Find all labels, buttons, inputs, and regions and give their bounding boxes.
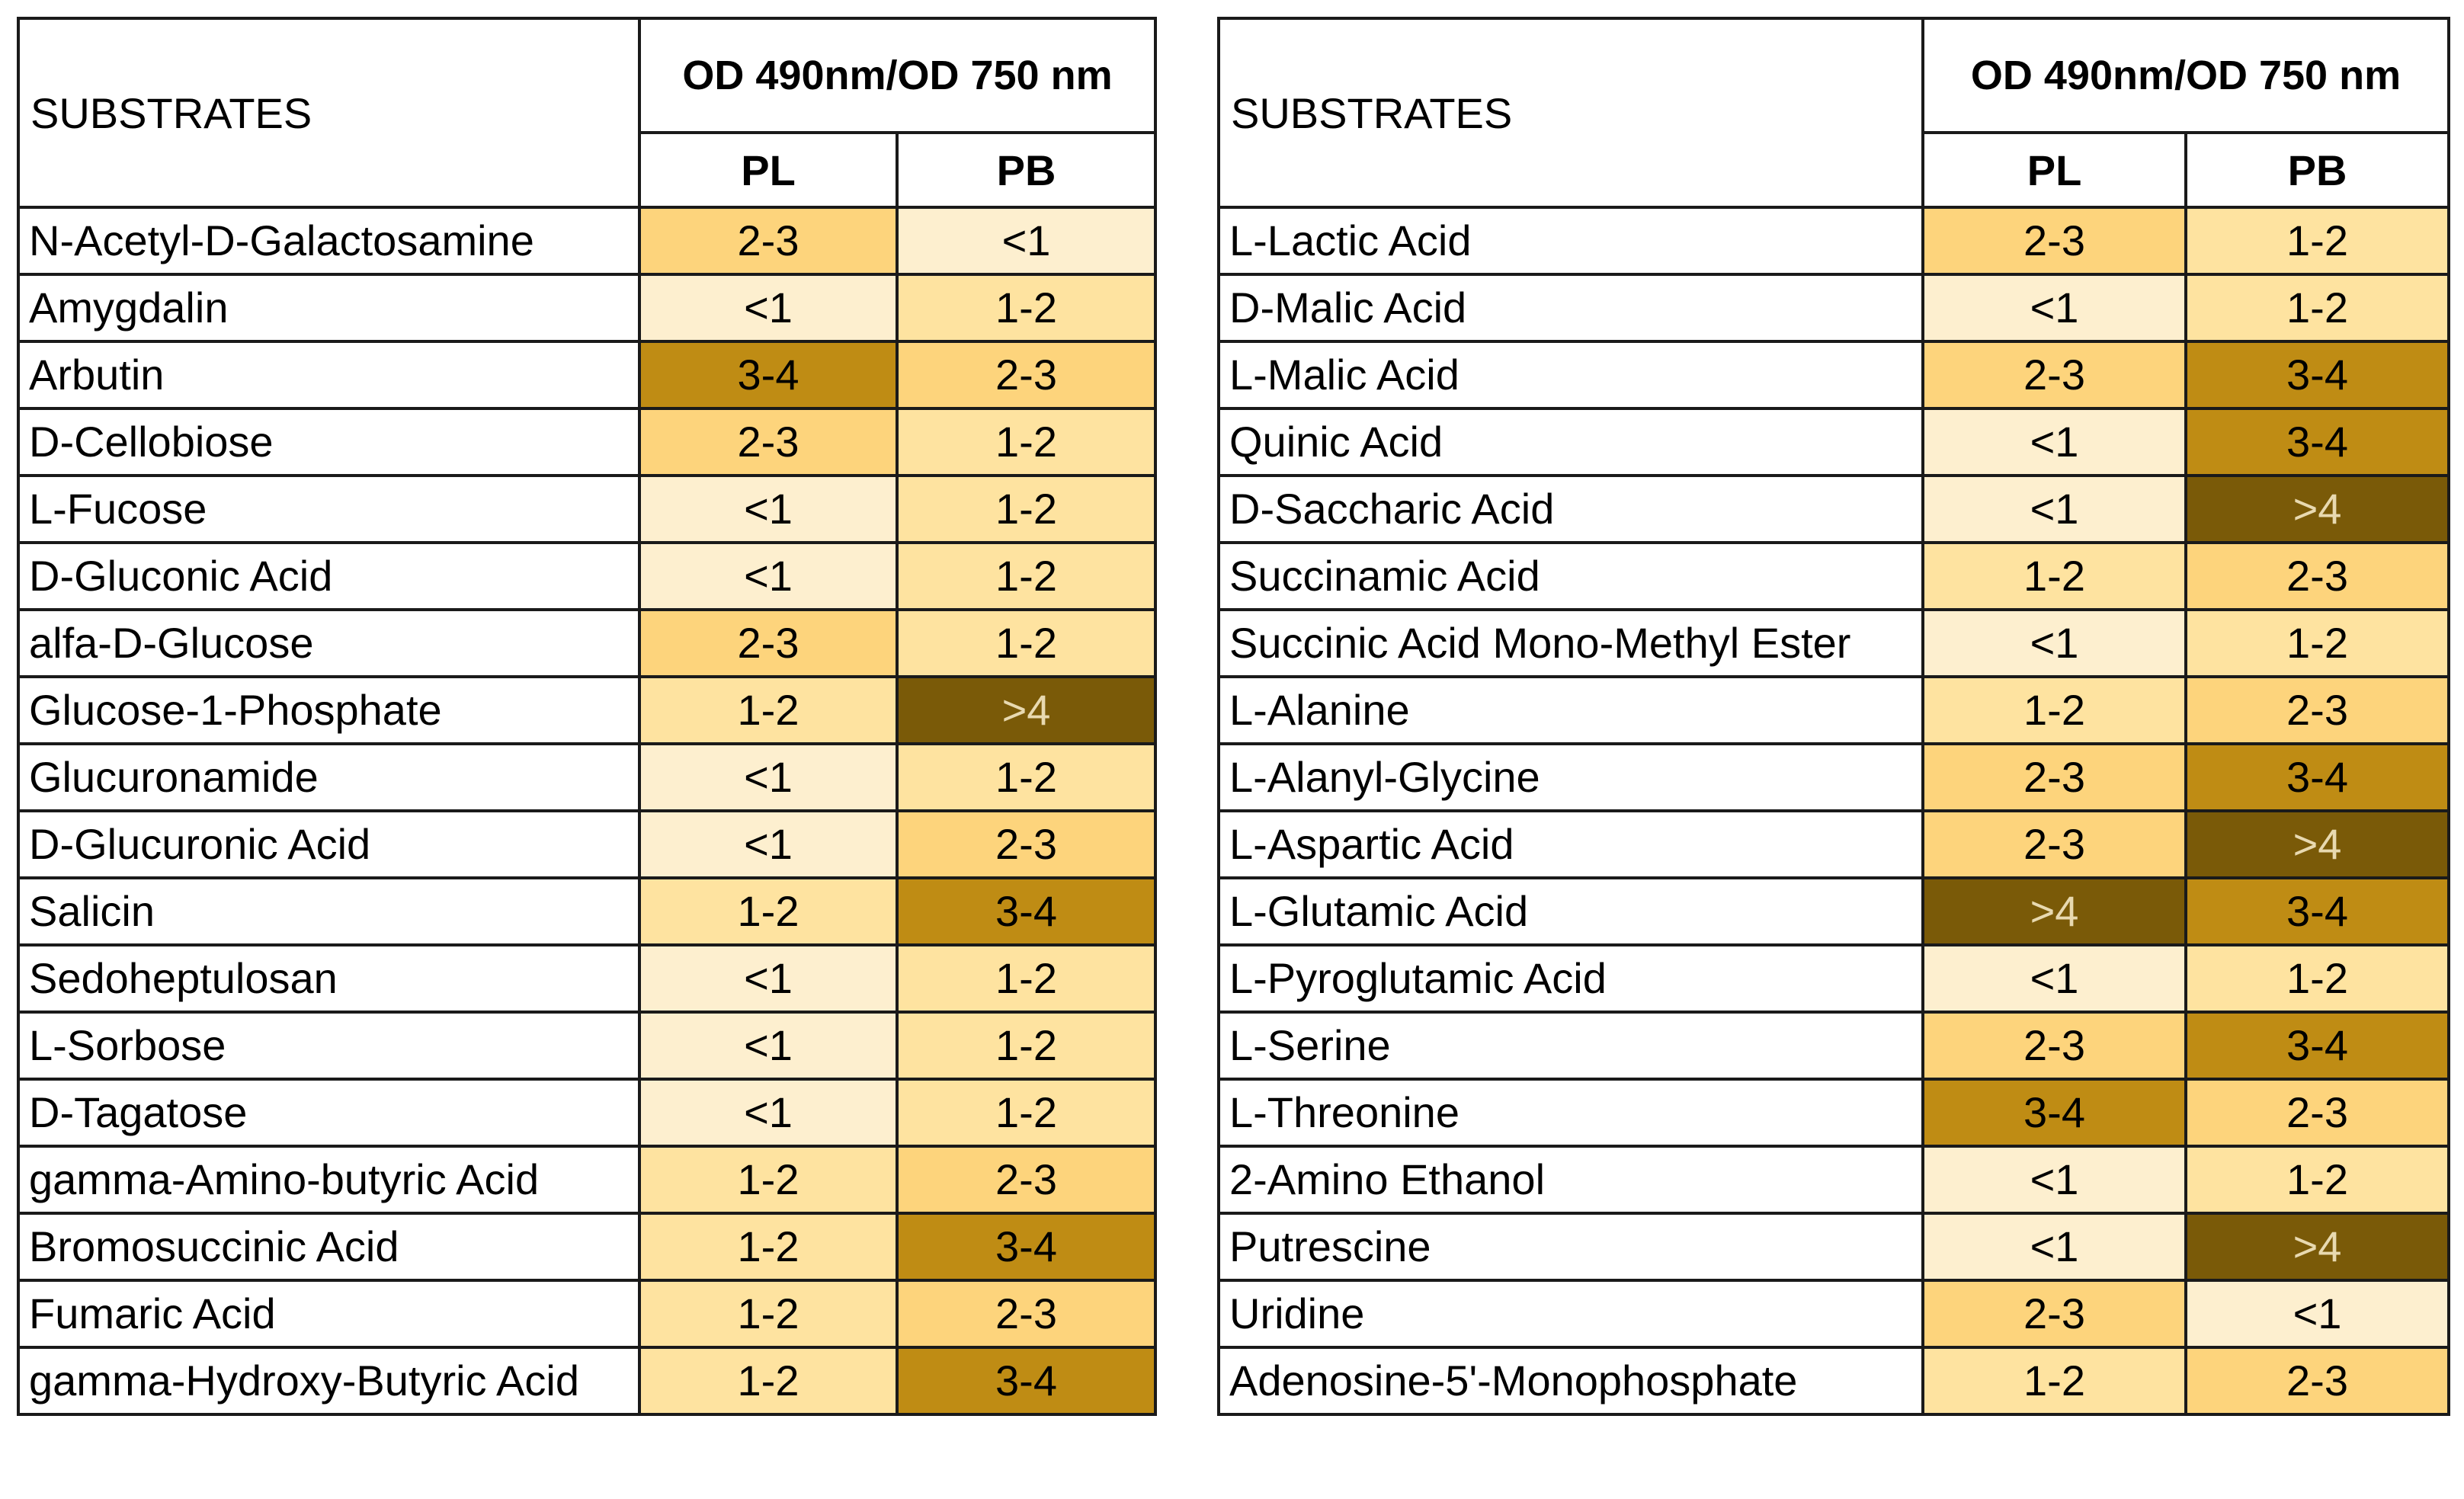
pb-value: 3-4 bbox=[897, 1347, 1155, 1414]
pb-value: 1-2 bbox=[897, 1079, 1155, 1146]
pb-value: 3-4 bbox=[2186, 1012, 2449, 1079]
table-row bbox=[18, 1012, 1155, 1079]
pl-value: <1 bbox=[1923, 1213, 2186, 1280]
pl-value: <1 bbox=[639, 1012, 897, 1079]
pb-value: 3-4 bbox=[897, 1213, 1155, 1280]
pl-value: <1 bbox=[639, 945, 897, 1012]
table-row bbox=[1219, 1079, 2449, 1146]
pb-value: 2-3 bbox=[2186, 1347, 2449, 1414]
pl-value: <1 bbox=[639, 543, 897, 610]
pb-column-header: PB bbox=[897, 133, 1155, 207]
substrate-name: Putrescine bbox=[1219, 1213, 1923, 1280]
pl-value: 1-2 bbox=[639, 677, 897, 744]
pl-value: 1-2 bbox=[1923, 1347, 2186, 1414]
pb-value: 2-3 bbox=[2186, 1079, 2449, 1146]
substrate-name: Uridine bbox=[1219, 1280, 1923, 1347]
pl-value: 2-3 bbox=[639, 408, 897, 476]
pl-value: 2-3 bbox=[1923, 1280, 2186, 1347]
pb-value: 1-2 bbox=[2186, 945, 2449, 1012]
substrate-name: Glucuronamide bbox=[18, 744, 639, 811]
table-row bbox=[1219, 610, 2449, 677]
pb-value: 1-2 bbox=[897, 1012, 1155, 1079]
table-row bbox=[1219, 408, 2449, 476]
substrate-name: Amygdalin bbox=[18, 274, 639, 341]
table-row bbox=[18, 274, 1155, 341]
substrate-table-left bbox=[17, 17, 1157, 1416]
table-row bbox=[18, 341, 1155, 408]
pl-value: 2-3 bbox=[1923, 341, 2186, 408]
table-row bbox=[18, 1079, 1155, 1146]
pl-value: <1 bbox=[1923, 1146, 2186, 1213]
table-row bbox=[1219, 543, 2449, 610]
pb-value: 1-2 bbox=[2186, 274, 2449, 341]
substrate-name: D-Gluconic Acid bbox=[18, 543, 639, 610]
substrate-name: Bromosuccinic Acid bbox=[18, 1213, 639, 1280]
table-row bbox=[1219, 341, 2449, 408]
table-row bbox=[18, 408, 1155, 476]
substrate-name: alfa-D-Glucose bbox=[18, 610, 639, 677]
pb-value: 1-2 bbox=[897, 476, 1155, 543]
pl-value: 3-4 bbox=[1923, 1079, 2186, 1146]
pb-value: 1-2 bbox=[897, 744, 1155, 811]
substrates-header: SUBSTRATES bbox=[1219, 18, 1923, 207]
table-row bbox=[1219, 878, 2449, 945]
pl-value: 2-3 bbox=[639, 207, 897, 274]
substrate-name: L-Threonine bbox=[1219, 1079, 1923, 1146]
od-ratio-header: OD 490nm/OD 750 nm bbox=[639, 18, 1155, 133]
pl-value: >4 bbox=[1923, 878, 2186, 945]
table-row bbox=[1219, 207, 2449, 274]
pl-value: 1-2 bbox=[639, 1347, 897, 1414]
substrate-name: D-Saccharic Acid bbox=[1219, 476, 1923, 543]
table-row bbox=[1219, 1280, 2449, 1347]
substrate-name: Succinic Acid Mono-Methyl Ester bbox=[1219, 610, 1923, 677]
table-row bbox=[18, 1146, 1155, 1213]
pl-value: <1 bbox=[1923, 945, 2186, 1012]
substrate-name: Quinic Acid bbox=[1219, 408, 1923, 476]
pb-value: 3-4 bbox=[2186, 744, 2449, 811]
substrate-name: L-Alanyl-Glycine bbox=[1219, 744, 1923, 811]
pl-value: <1 bbox=[639, 476, 897, 543]
pb-value: 3-4 bbox=[2186, 408, 2449, 476]
substrate-name: Succinamic Acid bbox=[1219, 543, 1923, 610]
pb-value: 1-2 bbox=[897, 543, 1155, 610]
substrate-name: gamma-Amino-butyric Acid bbox=[18, 1146, 639, 1213]
table-row bbox=[1219, 744, 2449, 811]
pl-value: 1-2 bbox=[639, 878, 897, 945]
pb-value: 2-3 bbox=[897, 1146, 1155, 1213]
pb-value: 3-4 bbox=[2186, 341, 2449, 408]
substrate-name: L-Aspartic Acid bbox=[1219, 811, 1923, 878]
table-row bbox=[18, 878, 1155, 945]
pb-value: 2-3 bbox=[2186, 677, 2449, 744]
pb-value: 1-2 bbox=[897, 274, 1155, 341]
pb-value: 1-2 bbox=[897, 610, 1155, 677]
table-row bbox=[18, 1347, 1155, 1414]
pl-value: <1 bbox=[1923, 408, 2186, 476]
substrate-name: D-Cellobiose bbox=[18, 408, 639, 476]
pl-value: <1 bbox=[639, 744, 897, 811]
pb-value: 1-2 bbox=[2186, 1146, 2449, 1213]
pl-value: <1 bbox=[1923, 476, 2186, 543]
pb-value: 3-4 bbox=[897, 878, 1155, 945]
pl-value: 2-3 bbox=[639, 610, 897, 677]
pb-value: >4 bbox=[2186, 811, 2449, 878]
substrate-name: D-Malic Acid bbox=[1219, 274, 1923, 341]
table-row bbox=[18, 945, 1155, 1012]
pb-value: 1-2 bbox=[2186, 207, 2449, 274]
table-row bbox=[1219, 1347, 2449, 1414]
pl-value: 1-2 bbox=[1923, 677, 2186, 744]
pb-value: 2-3 bbox=[2186, 543, 2449, 610]
table-row bbox=[18, 811, 1155, 878]
substrate-name: N-Acetyl-D-Galactosamine bbox=[18, 207, 639, 274]
table-row bbox=[18, 1213, 1155, 1280]
table-body bbox=[18, 207, 1155, 1414]
pb-value: 3-4 bbox=[2186, 878, 2449, 945]
pb-value: <1 bbox=[2186, 1280, 2449, 1347]
pl-value: <1 bbox=[639, 1079, 897, 1146]
table-row bbox=[1219, 945, 2449, 1012]
pl-value: 1-2 bbox=[639, 1146, 897, 1213]
substrate-name: Glucose-1-Phosphate bbox=[18, 677, 639, 744]
substrate-table-right bbox=[1217, 17, 2450, 1416]
table-row bbox=[1219, 677, 2449, 744]
pb-value: 2-3 bbox=[897, 341, 1155, 408]
pb-value: 2-3 bbox=[897, 811, 1155, 878]
substrate-name: L-Fucose bbox=[18, 476, 639, 543]
pl-value: 1-2 bbox=[639, 1280, 897, 1347]
table-body bbox=[1219, 207, 2449, 1414]
table-row bbox=[1219, 1012, 2449, 1079]
substrate-name: L-Malic Acid bbox=[1219, 341, 1923, 408]
pl-column-header: PL bbox=[639, 133, 897, 207]
pb-value: <1 bbox=[897, 207, 1155, 274]
pb-value: 1-2 bbox=[2186, 610, 2449, 677]
table-row bbox=[1219, 476, 2449, 543]
substrate-name: D-Glucuronic Acid bbox=[18, 811, 639, 878]
substrate-name: L-Sorbose bbox=[18, 1012, 639, 1079]
substrate-name: L-Pyroglutamic Acid bbox=[1219, 945, 1923, 1012]
pl-value: 2-3 bbox=[1923, 1012, 2186, 1079]
pb-value: 1-2 bbox=[897, 408, 1155, 476]
substrate-name: L-Glutamic Acid bbox=[1219, 878, 1923, 945]
pl-value: 3-4 bbox=[639, 341, 897, 408]
table-row bbox=[18, 207, 1155, 274]
pb-value: >4 bbox=[897, 677, 1155, 744]
substrate-name: 2-Amino Ethanol bbox=[1219, 1146, 1923, 1213]
substrate-name: L-Alanine bbox=[1219, 677, 1923, 744]
substrate-name: Adenosine-5'-Monophosphate bbox=[1219, 1347, 1923, 1414]
pl-column-header: PL bbox=[1923, 133, 2186, 207]
substrate-name: Arbutin bbox=[18, 341, 639, 408]
substrate-name: L-Lactic Acid bbox=[1219, 207, 1923, 274]
table-row bbox=[1219, 1146, 2449, 1213]
od-ratio-header: OD 490nm/OD 750 nm bbox=[1923, 18, 2449, 133]
substrate-name: L-Serine bbox=[1219, 1012, 1923, 1079]
pb-value: >4 bbox=[2186, 476, 2449, 543]
table-row bbox=[18, 744, 1155, 811]
pl-value: 2-3 bbox=[1923, 744, 2186, 811]
substrate-name: Fumaric Acid bbox=[18, 1280, 639, 1347]
table-row bbox=[1219, 274, 2449, 341]
pl-value: <1 bbox=[1923, 274, 2186, 341]
table-row bbox=[18, 1280, 1155, 1347]
substrate-name: gamma-Hydroxy-Butyric Acid bbox=[18, 1347, 639, 1414]
pb-column-header: PB bbox=[2186, 133, 2449, 207]
table-row bbox=[18, 610, 1155, 677]
pl-value: 2-3 bbox=[1923, 811, 2186, 878]
pl-value: <1 bbox=[639, 811, 897, 878]
substrate-name: Sedoheptulosan bbox=[18, 945, 639, 1012]
pl-value: 1-2 bbox=[1923, 543, 2186, 610]
pb-value: >4 bbox=[2186, 1213, 2449, 1280]
table-row bbox=[18, 476, 1155, 543]
pl-value: <1 bbox=[639, 274, 897, 341]
pl-value: 1-2 bbox=[639, 1213, 897, 1280]
substrate-name: D-Tagatose bbox=[18, 1079, 639, 1146]
pb-value: 1-2 bbox=[897, 945, 1155, 1012]
table-row bbox=[1219, 1213, 2449, 1280]
substrate-name: Salicin bbox=[18, 878, 639, 945]
pl-value: <1 bbox=[1923, 610, 2186, 677]
pb-value: 2-3 bbox=[897, 1280, 1155, 1347]
pl-value: 2-3 bbox=[1923, 207, 2186, 274]
table-row bbox=[18, 677, 1155, 744]
table-row bbox=[18, 543, 1155, 610]
table-row bbox=[1219, 811, 2449, 878]
substrates-header: SUBSTRATES bbox=[18, 18, 639, 207]
